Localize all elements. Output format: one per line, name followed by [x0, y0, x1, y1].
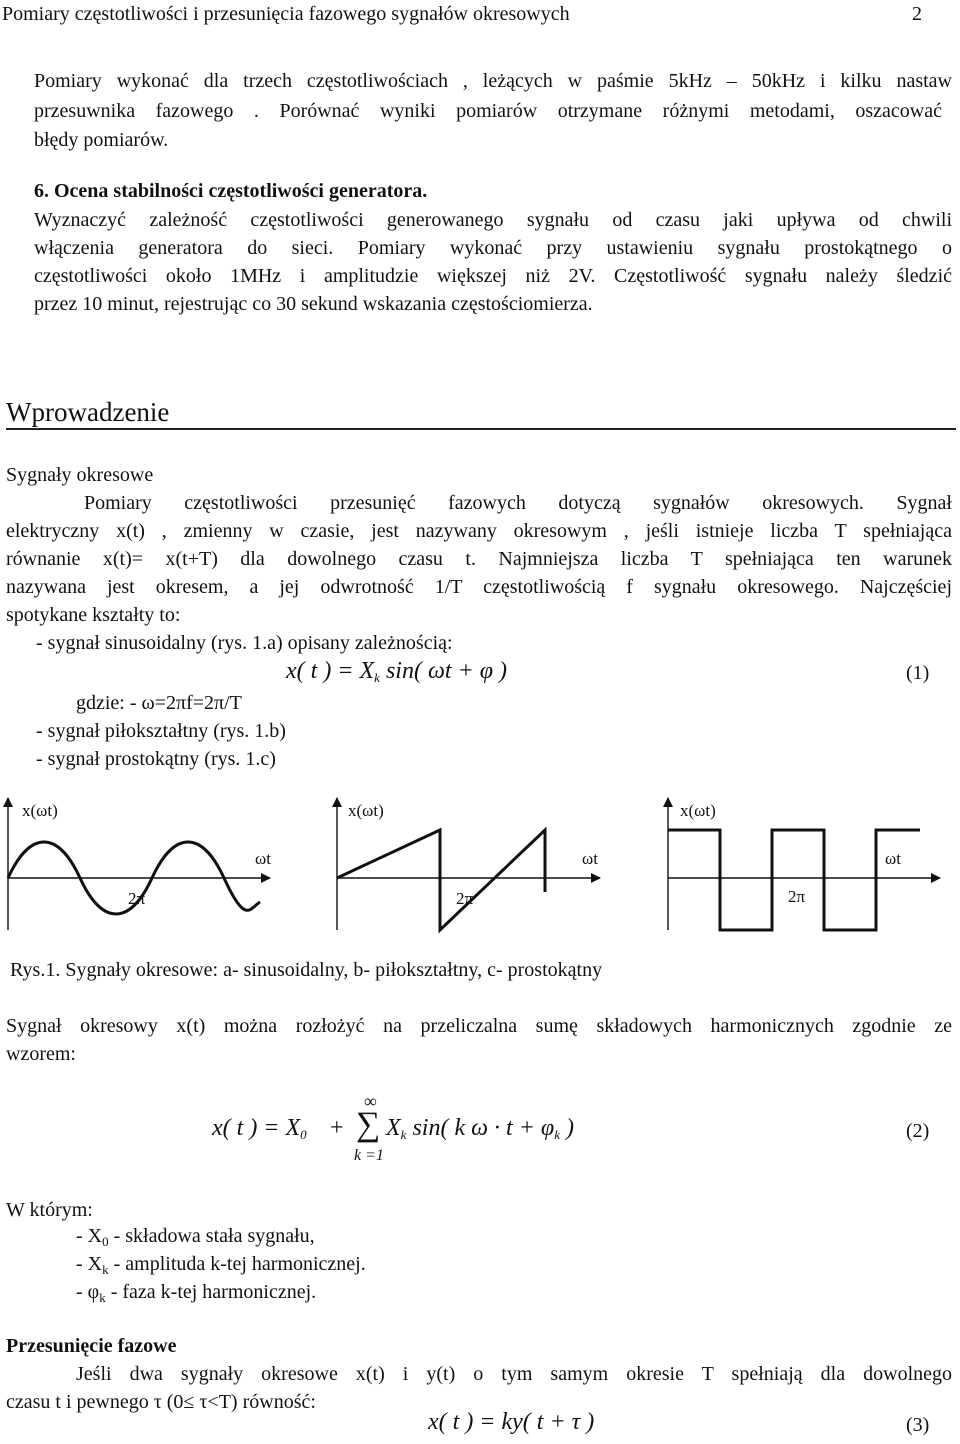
- list-item-sinusoidal: - sygnał sinusoidalny (rys. 1.a) opisany zależnością:: [36, 632, 453, 654]
- panel-sawtooth: [337, 798, 600, 930]
- equation-3-number: (3): [906, 1414, 930, 1436]
- list-item-square: - sygnał prostokątny (rys. 1.c): [36, 748, 276, 770]
- sum-upper-limit: ∞: [364, 1091, 377, 1111]
- equation-1-number: (1): [906, 662, 930, 684]
- panel-square: [668, 798, 940, 930]
- panel-c-x-label: ωt: [885, 849, 901, 868]
- fourier-line-2: wzorem:: [6, 1043, 76, 1065]
- intro-line-3: błędy pomiarów.: [34, 129, 169, 151]
- panel-b-period-tick: 2π: [456, 889, 474, 908]
- panel-a-x-label: ωt: [255, 849, 271, 868]
- section-6-heading: 6. Ocena stabilności częstotliwości generatora.: [34, 180, 428, 202]
- wprowadzenie-heading: Wprowadzenie: [6, 397, 170, 427]
- equation-2-number: (2): [906, 1120, 930, 1142]
- equation-1-subscript: k: [374, 670, 380, 685]
- signals-figure: [0, 790, 960, 950]
- panel-b-y-label: x(ωt): [348, 801, 384, 820]
- phase-shift-heading: Przesunięcie fazowe: [6, 1335, 177, 1357]
- periodic-line-2: elektryczny x(t) , zmienny w czasie, jest nazywany okresowym , jeśli istnieje liczba T spełniająca: [6, 520, 952, 542]
- equation-1-lhs: x( t ) = X: [286, 658, 375, 684]
- definition-phik: - $\varphi_k$ - faza k-tej harmonicznej.: [76, 1281, 317, 1305]
- periodic-line-5: spotykane kształty to:: [6, 604, 181, 626]
- section-6-line-2: włączenia generatora do sieci. Pomiary wykonać przy ustawieniu sygnału prostokątnego o: [34, 237, 952, 259]
- section-6-line-4: przez 10 minut, rejestrując co 30 sekund wskazania częstościomierza.: [34, 293, 593, 315]
- equation-3: x( t ) = ky( t + τ ): [428, 1409, 595, 1435]
- heading-rule: [6, 428, 956, 430]
- sawtooth-wave-line: [337, 830, 545, 930]
- equation-1: [286, 655, 507, 694]
- running-header-title: Pomiary częstotliwości i przesunięcia fazowego sygnałów okresowych: [2, 3, 570, 25]
- panel-sinusoidal: [8, 798, 271, 930]
- definition-xk: - $X_k$ - amplituda k-tej harmonicznej.: [76, 1253, 366, 1277]
- omega-definition: gdzie: - ω=2πf=2π/T: [76, 692, 242, 714]
- periodic-line-3: równanie x(t)= x(t+T) dla dowolnego czasu t. Najmniejsza liczba T spełniająca ten warunek: [6, 548, 952, 570]
- panel-a-y-label: x(ωt): [22, 801, 58, 820]
- phase-line-2: czasu t i pewnego τ (0≤ τ<T) równość:: [6, 1391, 316, 1413]
- square-wave-line: [668, 830, 920, 930]
- fourier-line-1: Sygnał okresowy x(t) można rozłożyć na przeliczalna sumę składowych harmonicznych zgodnie ze: [6, 1015, 952, 1037]
- panel-c-y-label: x(ωt): [680, 801, 716, 820]
- sum-lower-limit: k =1: [354, 1147, 384, 1164]
- sum-symbol: ∑: [356, 1106, 381, 1143]
- intro-line-2: przesuwnika fazowego . Porównać wyniki pomiarów otrzymane różnymi metodami, oszacować: [34, 100, 942, 122]
- intro-line-1: Pomiary wykonać dla trzech częstotliwościach , leżących w paśmie 5kHz – 50kHz i kilku nastaw: [34, 70, 952, 92]
- periodic-signals-heading: Sygnały okresowe: [6, 464, 154, 486]
- panel-c-period-tick: 2π: [788, 887, 806, 906]
- panel-b-x-label: ωt: [582, 849, 598, 868]
- definition-x0: - $X_0$ - składowa stała sygnału,: [76, 1225, 315, 1249]
- equation-2-term: $X_k$ sin( k $\omega \cdot t + \varphi_k$ ): [386, 1115, 574, 1142]
- periodic-line-1: Pomiary częstotliwości przesunięć fazowych dotyczą sygnałów okresowych. Sygnał: [84, 492, 952, 514]
- equation-1-rhs: sin( ωt + φ ): [379, 658, 508, 684]
- list-item-sawtooth: - sygnał piłokształtny (rys. 1.b): [36, 720, 286, 742]
- panel-a-period-tick: 2π: [128, 889, 146, 908]
- where-heading: W którym:: [6, 1199, 93, 1221]
- figure-caption: Rys.1. Sygnały okresowe: a- sinusoidalny, b- piłokształtny, c- prostokątny: [10, 959, 603, 981]
- section-6-line-3: częstotliwości około 1MHz i amplitudzie większej niż 2V. Częstotliwość sygnału należy śledzić: [34, 265, 952, 287]
- equation-2-lhs: x( t ) = $X_0$: [212, 1115, 307, 1142]
- phase-line-1: Jeśli dwa sygnały okresowe x(t) i y(t) o tym samym okresie T spełniają dla dowolnego: [76, 1363, 952, 1385]
- page-number: 2: [912, 3, 922, 25]
- periodic-line-4: nazywana jest okresem, a jej odwrotność 1/T częstotliwością f sygnału okresowego. Najczęściej: [6, 576, 952, 598]
- equation-2-plus: +: [330, 1115, 344, 1141]
- section-6-line-1: Wyznaczyć zależność częstotliwości generowanego sygnału od czasu jaki upływa od chwili: [34, 209, 952, 231]
